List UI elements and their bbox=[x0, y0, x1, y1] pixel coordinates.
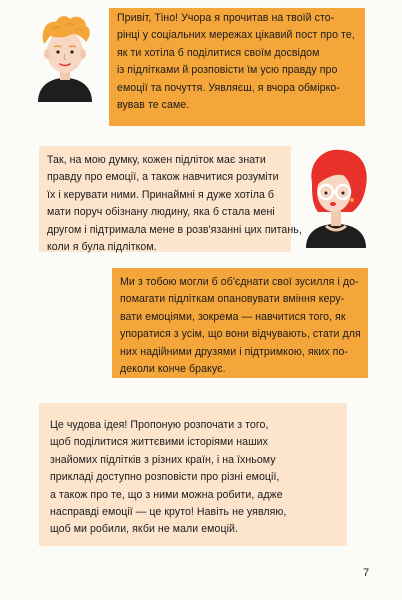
boy-shirt bbox=[38, 78, 92, 102]
message-bubble-boy-1 bbox=[109, 8, 365, 126]
boy-eye-right bbox=[70, 50, 73, 53]
boy-avatar-illustration bbox=[32, 12, 98, 102]
bubble-line: Ми з тобою могли б об'єднати свої зусилля і до- bbox=[120, 276, 359, 288]
bubble-line: рінці у соціальних мережах цікавий пост про те, bbox=[117, 29, 355, 42]
bubble-line: а також про те, що з ними можна робити, адже bbox=[50, 488, 283, 501]
message-bubble-girl-2 bbox=[39, 403, 347, 546]
bubble-line: них надійними друзями і підтримкою, яких по- bbox=[120, 345, 348, 358]
girl-avatar-illustration bbox=[296, 142, 376, 248]
bubble-line: щоб поділитися життєвими історіями наших bbox=[50, 436, 268, 449]
bubble-line: вати емоціями, зокрема — навчитися того, як bbox=[120, 310, 346, 323]
message-bubble-girl-1 bbox=[39, 146, 302, 254]
girl-mouth bbox=[330, 202, 336, 206]
bubble-line: із підлітками й розповісти їм усю правду про bbox=[117, 64, 338, 77]
boy-eye-left bbox=[56, 50, 59, 53]
bubble-line: Це чудова ідея! Пропоную розпочати з того, bbox=[50, 419, 269, 431]
bubble-line: їх і керувати ними. Принаймні я дуже хотіла б bbox=[47, 188, 275, 201]
bubble-line: знайомих підлітків з різних країн, і на їхньому bbox=[50, 453, 276, 466]
bubble-line: щоб ми робили, якби не мали емоцій. bbox=[50, 523, 238, 536]
girl-top bbox=[306, 224, 366, 248]
bubble-line: емоції та почуття. Уявляєш, я вчора обмірко- bbox=[117, 81, 340, 94]
bubble-line: другом і підтримала мене в розв'язанні цих питань, bbox=[47, 223, 302, 236]
boy-face bbox=[47, 31, 83, 73]
bubble-line: помагати підліткам опановувати вміння керу- bbox=[120, 293, 345, 306]
message-bubble-boy-2 bbox=[112, 268, 368, 378]
bubble-line: прикладі доступно розповісти про різні емоції, bbox=[50, 471, 280, 484]
bubble-line: вував те саме. bbox=[117, 99, 190, 112]
bubble-line: коли я була підлітком. bbox=[47, 241, 157, 254]
boy-ear-right bbox=[80, 49, 86, 59]
page-number: 7 bbox=[363, 567, 370, 579]
bubble-line: упоратися з усім, що вони відчувають, стати для bbox=[120, 328, 361, 341]
bubble-line: деколи конче бракує. bbox=[120, 363, 226, 376]
bubble-line: насправді емоції — це круто! Навіть не уявляю, bbox=[50, 506, 287, 519]
boy-ear-left bbox=[44, 49, 50, 59]
bubble-line: правду про емоції, а також навчитися розуміти bbox=[47, 171, 279, 184]
bubble-line: Привіт, Тіно! Учора я прочитав на твоїй сто- bbox=[117, 12, 335, 24]
bubble-line: Так, на мою думку, кожен підліток має знати bbox=[47, 154, 266, 166]
bubble-line: як ти хотіла б поділитися своїм досвідом bbox=[117, 46, 320, 59]
bubble-line: мати поруч обізнану людину, яка б стала мені bbox=[47, 206, 275, 219]
